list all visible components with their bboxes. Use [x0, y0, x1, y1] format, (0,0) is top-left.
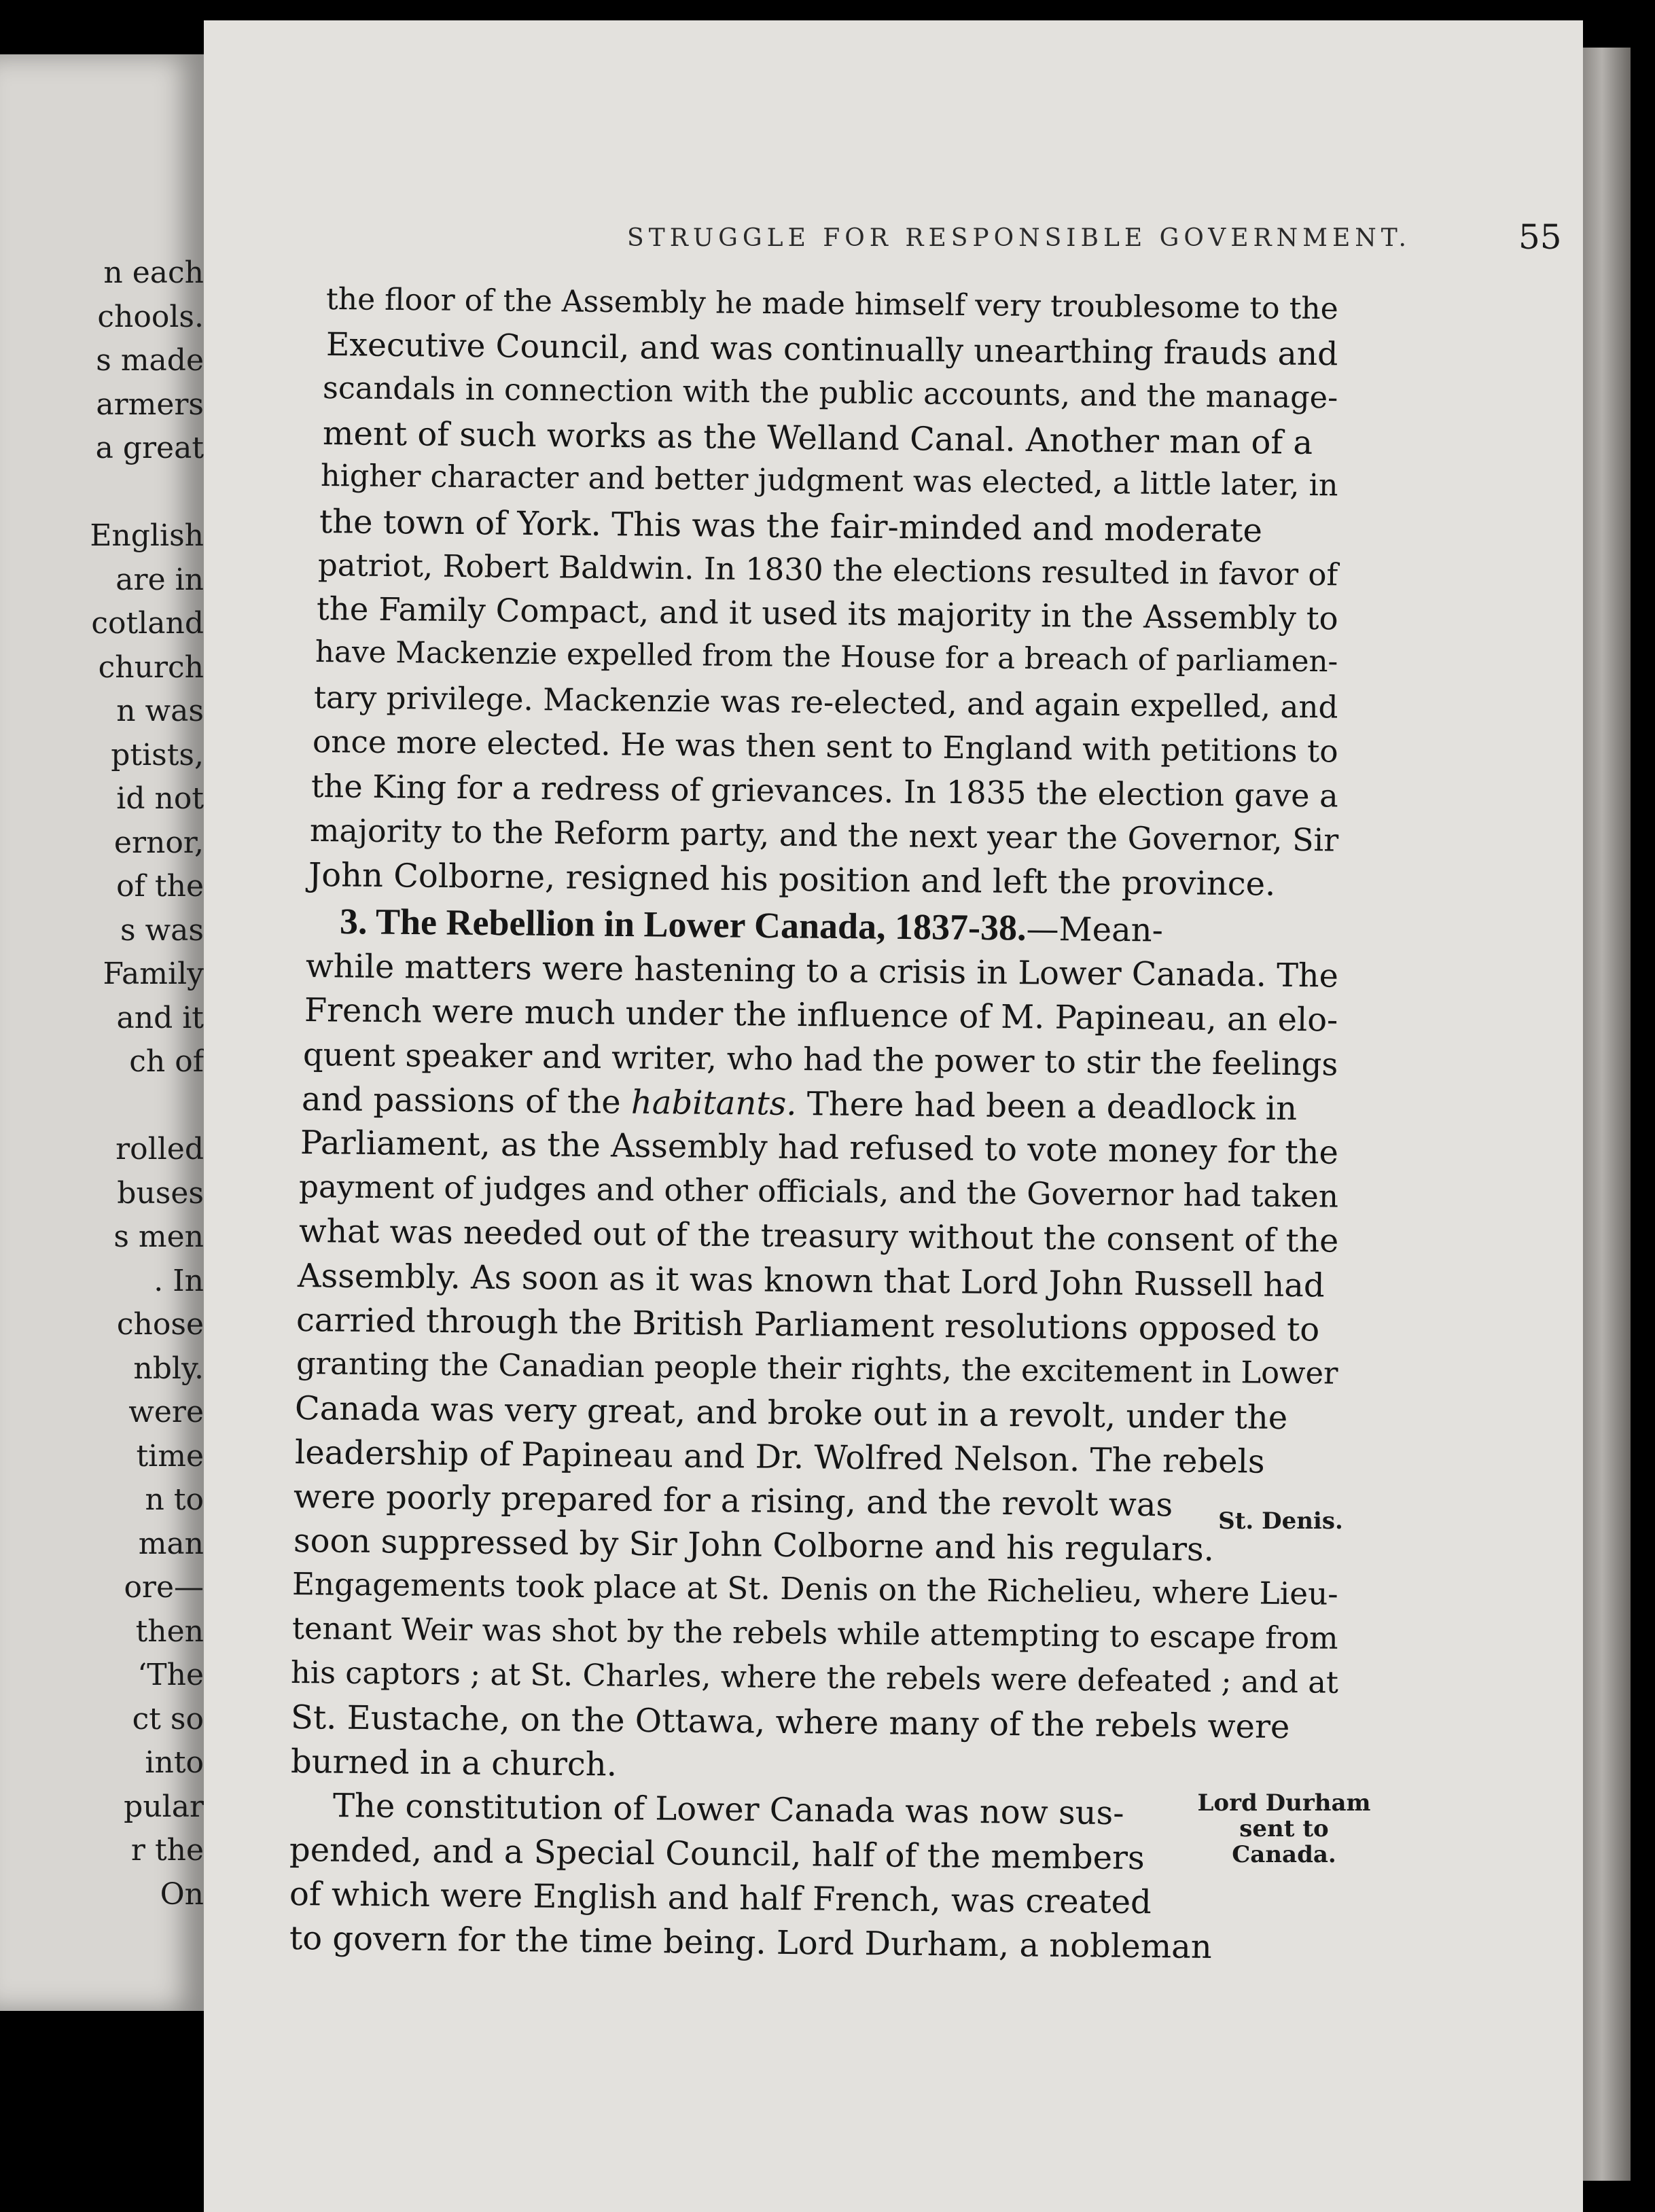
text-line: Parliament, as the Assembly had refused to vote money for the: [300, 1124, 1339, 1172]
facing-page-fragment: rolled: [115, 1132, 204, 1166]
text-line: to govern for the time being. Lord Durham, a nobleman: [289, 1919, 1212, 1967]
facing-page-fragment: s made: [96, 343, 204, 378]
text-line: leadership of Papineau and Dr. Wolfred Nelson. The rebels: [294, 1433, 1265, 1481]
text-line: French were much under the influence of M. Papineau, an elo-: [304, 992, 1338, 1039]
text-line: pended, and a Special Council, half of the members: [289, 1831, 1145, 1878]
text-line: what was needed out of the treasury without the consent of the: [298, 1213, 1339, 1260]
text-line: higher character and better judgment was elected, a little later, in: [320, 459, 1338, 503]
facing-page-fragment: ct so: [132, 1701, 204, 1736]
text-line: payment of judges and other officials, and the Governor had taken: [298, 1169, 1339, 1215]
margin-note-lord-durham: [1175, 1790, 1393, 1868]
facing-page-fragment: time: [136, 1438, 204, 1474]
facing-page-fragment: into: [145, 1745, 204, 1780]
text-segment: There had been a deadlock in: [796, 1084, 1298, 1128]
facing-page-fragment: id not: [116, 781, 204, 816]
page-edge: [1583, 48, 1631, 2181]
section-heading-tail: —Mean-: [1026, 910, 1164, 950]
text-line: Engagements took place at St. Denis on the Richelieu, where Lieu-: [291, 1566, 1338, 1612]
running-head: STRUGGLE FOR RESPONSIBLE GOVERNMENT.: [627, 224, 1411, 252]
margin-note-line: Lord Durham: [1197, 1789, 1371, 1817]
text-line: soon suppressed by Sir John Colborne and his regulars.: [293, 1522, 1215, 1569]
facing-page-fragment: r the: [130, 1833, 204, 1868]
text-line: tary privilege. Mackenzie was re-elected, and again expelled, and: [313, 679, 1338, 726]
text-line: burned in a church.: [290, 1743, 618, 1784]
text-block: [204, 20, 1583, 2212]
text-line: have Mackenzie expelled from the House for a breach of parliamen-: [315, 635, 1338, 679]
facing-page-fragment: Family: [103, 957, 204, 991]
text-line: were poorly prepared for a rising, and the revolt was: [293, 1478, 1173, 1524]
facing-page-fragment: On: [160, 1876, 204, 1912]
facing-page-fragment: were: [128, 1395, 204, 1429]
facing-page-fragment: are in: [115, 562, 204, 597]
text-line: St. Eustache, on the Ottawa, where many of the rebels were: [290, 1698, 1290, 1747]
text-line: tenant Weir was shot by the rebels while attempting to escape from: [291, 1610, 1338, 1656]
margin-note-line: sent to: [1239, 1815, 1329, 1842]
text-line: ment of such works as the Welland Canal. Another man of a: [322, 414, 1313, 462]
facing-page-fragment: . In: [154, 1263, 204, 1298]
facing-page-fragment: and it: [116, 1000, 204, 1035]
facing-page-fragment: pular: [124, 1789, 204, 1824]
facing-page-fragment: chose: [116, 1307, 204, 1342]
text-line: the Family Compact, and it used its majority in the Assembly to: [316, 591, 1338, 638]
text-line: Assembly. As soon as it was known that Lord John Russell had: [297, 1257, 1325, 1305]
text-line: John Colborne, resigned his position and left the province.: [308, 856, 1276, 904]
facing-page-fragment: ch of: [129, 1044, 204, 1079]
text-line: granting the Canadian people their rights, the excitement in Lower: [296, 1345, 1338, 1391]
text-line: while matters were hastening to a crisis in Lower Canada. The: [305, 948, 1339, 995]
italic-term: habitants.: [630, 1083, 797, 1123]
text-line: once more elected. He was then sent to England with petitions to: [312, 724, 1338, 770]
facing-page-fragment: church: [98, 649, 204, 685]
facing-page-fragment: ‘The: [137, 1658, 204, 1692]
facing-page-fragment: English: [90, 518, 204, 553]
section-heading: 3. The Rebellion in Lower Canada, 1837-38.: [339, 901, 1027, 948]
facing-page-fragment: nbly.: [133, 1351, 204, 1386]
page-number: 55: [1518, 217, 1562, 257]
text-line: of which were English and half French, was created: [289, 1875, 1152, 1922]
facing-page-fragment: s men: [113, 1219, 204, 1254]
facing-page-fragment: then: [135, 1613, 204, 1649]
facing-page-fragment: a great: [95, 431, 204, 465]
facing-page-fragment: ernor,: [113, 825, 204, 860]
text-line: carried through the British Parliament resolutions opposed to: [296, 1301, 1320, 1349]
facing-page-fragment: chools.: [97, 299, 204, 334]
text-line: Executive Council, and was continually unearthing frauds and: [325, 326, 1338, 374]
text-line: majority to the Reform party, and the next year the Governor, Sir: [309, 812, 1339, 859]
text-line: patriot, Robert Baldwin. In 1830 the elections resulted in favor of: [317, 547, 1338, 593]
text-line: the King for a redress of grievances. In 1835 the election gave a: [310, 768, 1339, 815]
text-line: The constitution of Lower Canada was now sus-: [332, 1787, 1124, 1833]
facing-page-fragment: man: [138, 1526, 204, 1561]
text-line: quent speaker and writer, who had the power to stir the feelings: [302, 1036, 1338, 1083]
facing-page-fragment: s was: [120, 912, 204, 948]
facing-page-left: [0, 54, 204, 2011]
text-line: the town of York. This was the fair-minded and moderate: [319, 503, 1263, 550]
text-line: scandals in connection with the public accounts, and the manage-: [322, 370, 1338, 416]
facing-page-fragment: cotland: [91, 606, 204, 641]
margin-note-st-denis: St. Denis.: [1218, 1508, 1343, 1535]
text-line: his captors ; at St. Charles, where the rebels were defeated ; and at: [290, 1654, 1339, 1700]
facing-page-fragment: ptists,: [111, 737, 204, 772]
text-line: Canada was very great, and broke out in a revolt, under the: [294, 1389, 1288, 1438]
facing-page-fragment: n each: [103, 255, 204, 290]
book-page: [204, 20, 1583, 2212]
facing-page-fragment: ore—: [124, 1570, 204, 1605]
text-segment: and passions of the: [301, 1080, 632, 1122]
margin-note-line: Canada.: [1232, 1841, 1336, 1868]
facing-page-fragment: buses: [117, 1175, 204, 1211]
facing-page-fragment: armers: [96, 387, 204, 422]
facing-page-fragment: of the: [116, 869, 204, 904]
facing-page-fragment: n to: [145, 1482, 204, 1517]
text-line: the floor of the Assembly he made himself very troublesome to the: [325, 282, 1339, 327]
facing-page-fragment: n was: [116, 694, 204, 728]
section-heading-line: [340, 900, 1163, 950]
text-line-with-italic: [302, 1080, 1298, 1128]
